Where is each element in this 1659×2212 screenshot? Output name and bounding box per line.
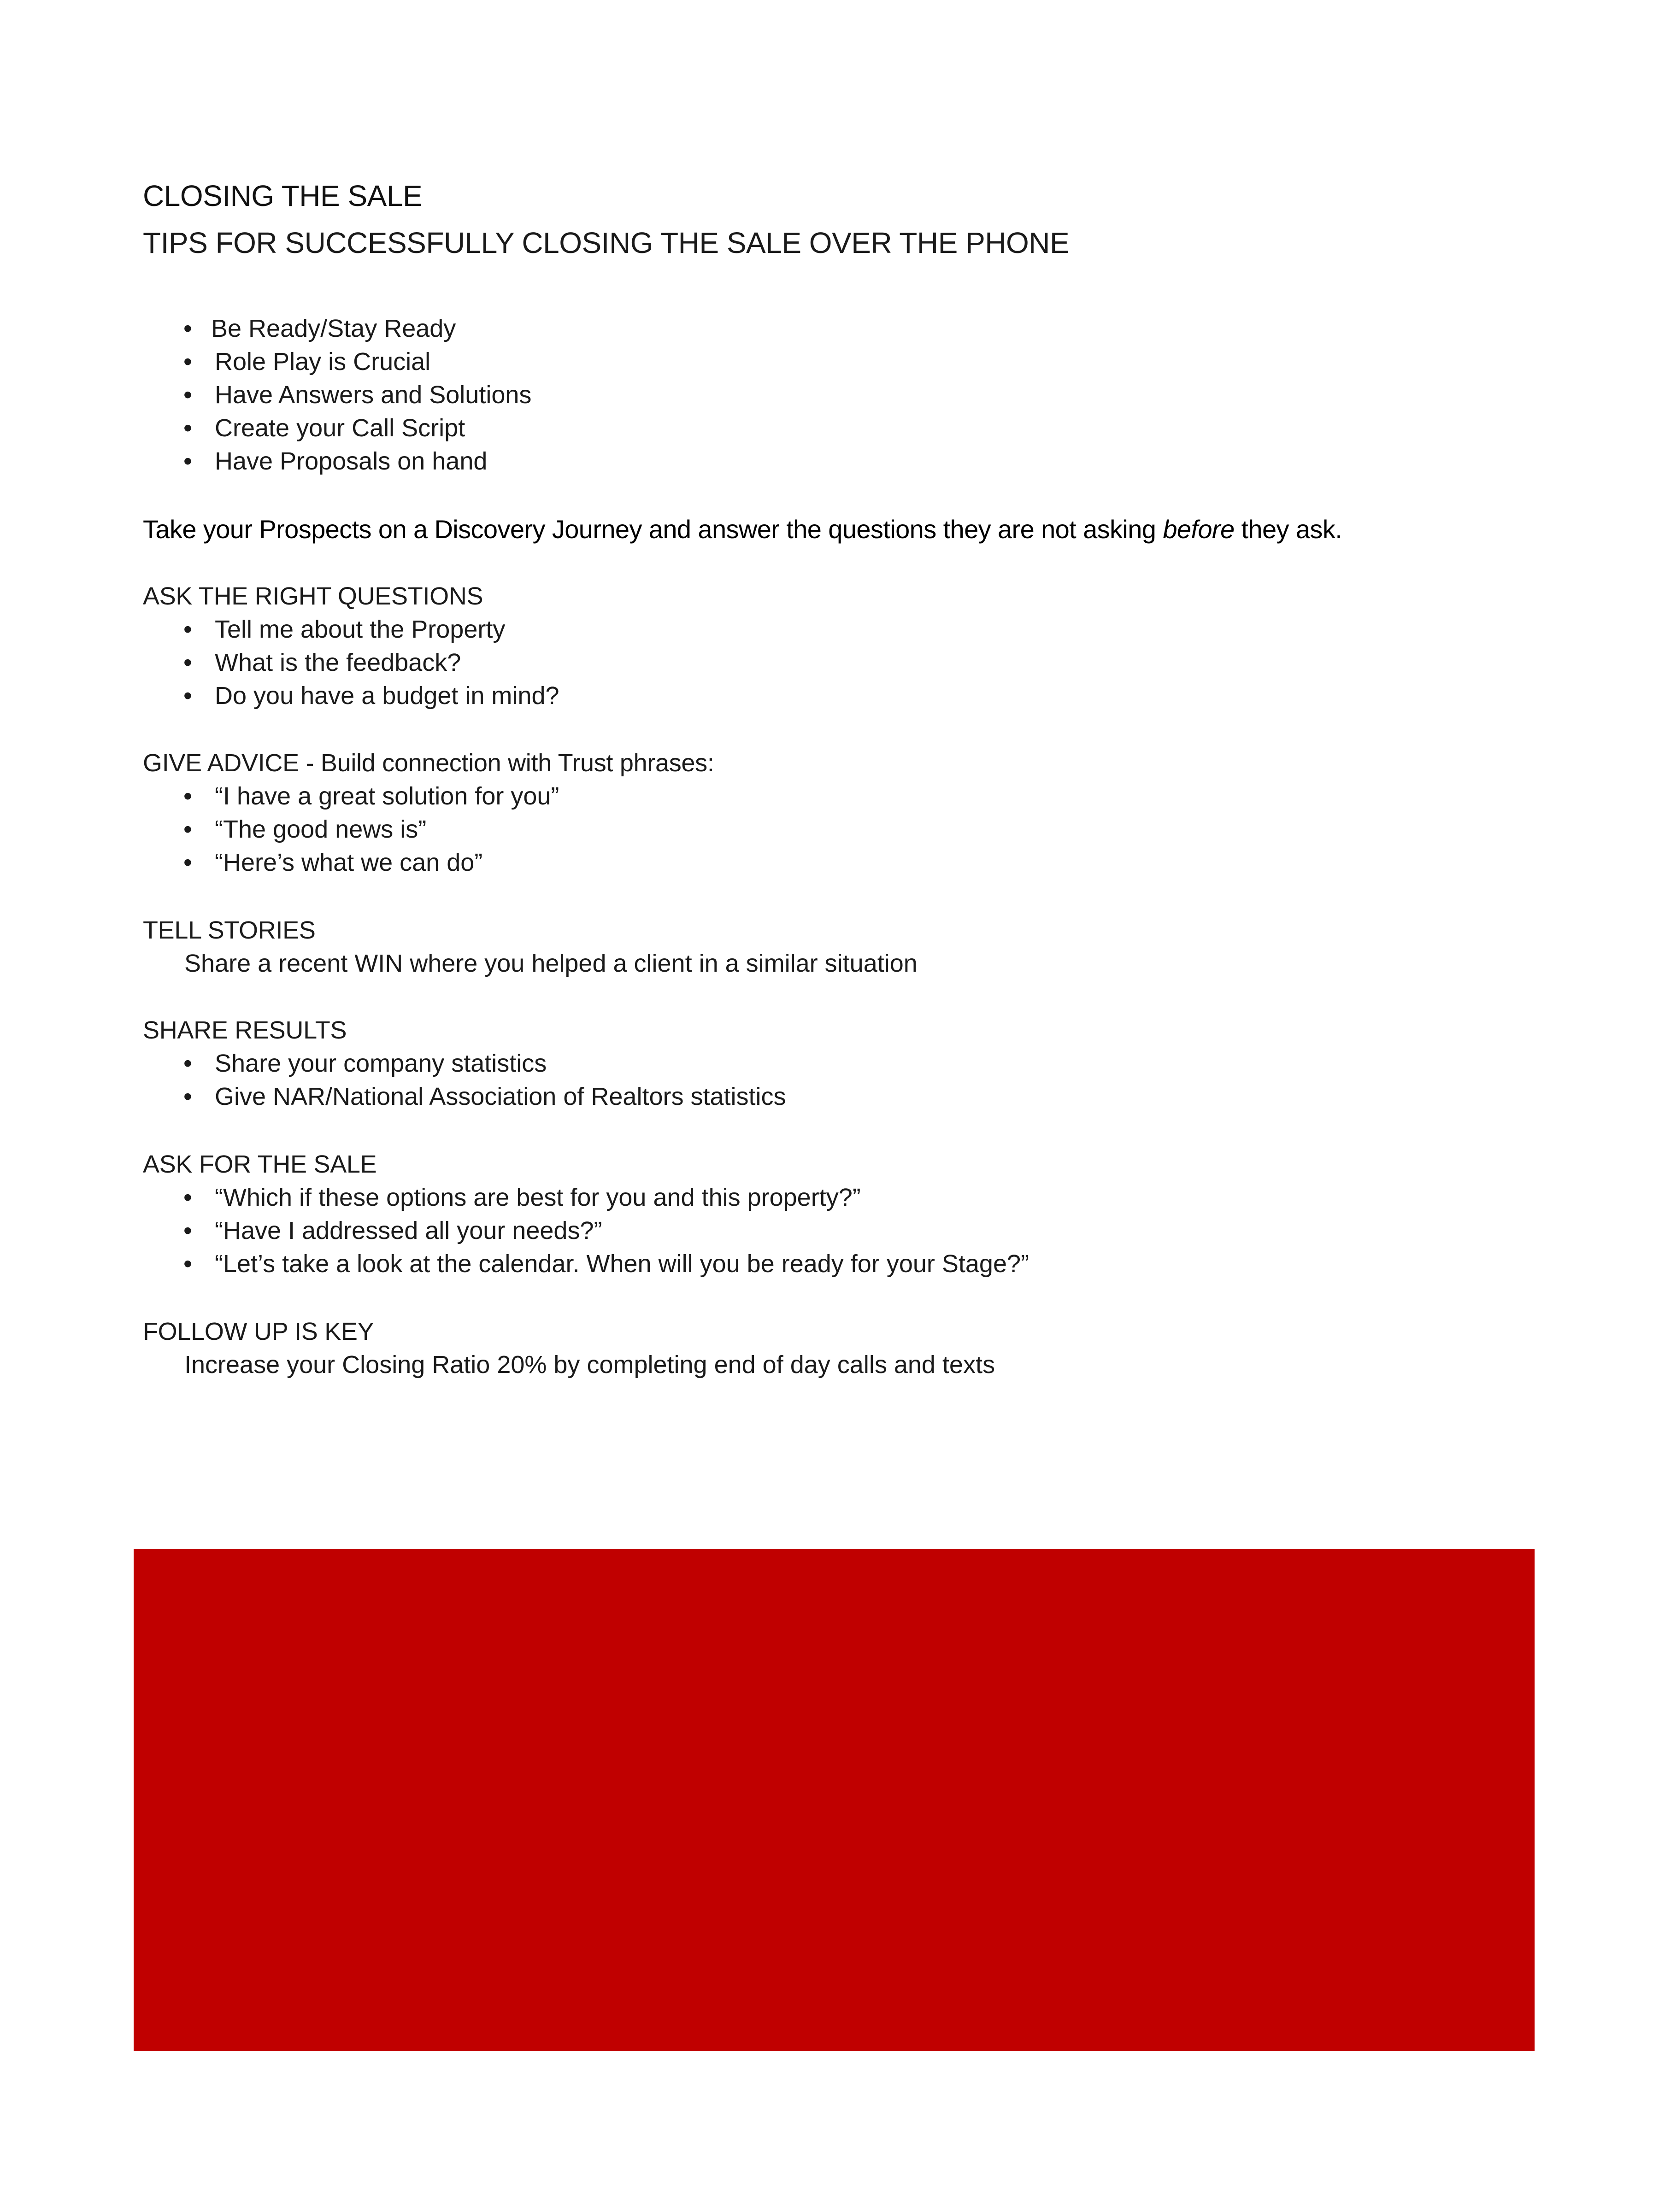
list-item: • “Which if these options are best for you and this property?” [183, 1181, 1029, 1214]
section-heading-ask-questions: ASK THE RIGHT QUESTIONS [143, 582, 483, 610]
page-title: CLOSING THE SALE [143, 179, 423, 212]
ask-questions-list [183, 613, 559, 712]
list-item: • “The good news is” [183, 813, 559, 846]
list-item: • Have Proposals on hand [183, 445, 531, 478]
list-item: • Role Play is Crucial [183, 345, 531, 378]
section-heading-follow-up: FOLLOW UP IS KEY [143, 1318, 374, 1345]
follow-up-text: Increase your Closing Ratio 20% by completing end of day calls and texts [184, 1351, 995, 1379]
list-item: • What is the feedback? [183, 646, 559, 679]
list-item: • Share your company statistics [183, 1047, 786, 1080]
section-heading-tell-stories: TELL STORIES [143, 916, 316, 944]
lead-emphasis: before [1163, 515, 1235, 544]
tell-stories-text: Share a recent WIN where you helped a client in a similar situation [184, 950, 918, 977]
bullet-icon: • [183, 348, 192, 376]
bullet-icon: • [183, 315, 192, 342]
list-item: • “I have a great solution for you” [183, 780, 559, 813]
page-subtitle: TIPS FOR SUCCESSFULLY CLOSING THE SALE OVER THE PHONE [143, 226, 1070, 259]
bullet-icon: • [183, 447, 192, 475]
bullet-icon: • [183, 816, 192, 843]
give-advice-list [183, 780, 559, 879]
bullet-icon: • [183, 1050, 192, 1077]
bullet-icon: • [183, 1250, 192, 1278]
bullet-icon: • [183, 782, 192, 810]
list-item: • Have Answers and Solutions [183, 378, 531, 411]
bullet-icon: • [183, 381, 192, 409]
section-heading-share-results: SHARE RESULTS [143, 1016, 347, 1044]
red-accent-block [134, 1549, 1535, 2051]
bullet-icon: • [183, 414, 192, 442]
bullet-icon: • [183, 682, 192, 710]
list-item: • Give NAR/National Association of Realtors statistics [183, 1080, 786, 1113]
list-item: • “Here’s what we can do” [183, 846, 559, 879]
bullet-icon: • [183, 1184, 192, 1211]
list-item: • “Let’s take a look at the calendar. When will you be ready for your Stage?” [183, 1247, 1029, 1280]
bullet-icon: • [183, 616, 192, 643]
list-item: • Create your Call Script [183, 411, 531, 445]
bullet-icon: • [183, 1083, 192, 1110]
section-heading-ask-for-sale: ASK FOR THE SALE [143, 1150, 377, 1178]
bullet-icon: • [183, 1217, 192, 1244]
section-heading-give-advice: GIVE ADVICE - Build connection with Trust phrases: [143, 749, 714, 777]
share-results-list [183, 1047, 786, 1113]
bullet-icon: • [183, 849, 192, 876]
intro-bullet-list [183, 312, 531, 478]
ask-for-sale-list [183, 1181, 1029, 1280]
lead-statement: Take your Prospects on a Discovery Journey and answer the questions they are not asking before they ask. [143, 515, 1342, 544]
list-item: • Tell me about the Property [183, 613, 559, 646]
bullet-icon: • [183, 649, 192, 676]
list-item: • “Have I addressed all your needs?” [183, 1214, 1029, 1247]
list-item: • Be Ready/Stay Ready [183, 312, 531, 345]
list-item: • Do you have a budget in mind? [183, 679, 559, 712]
